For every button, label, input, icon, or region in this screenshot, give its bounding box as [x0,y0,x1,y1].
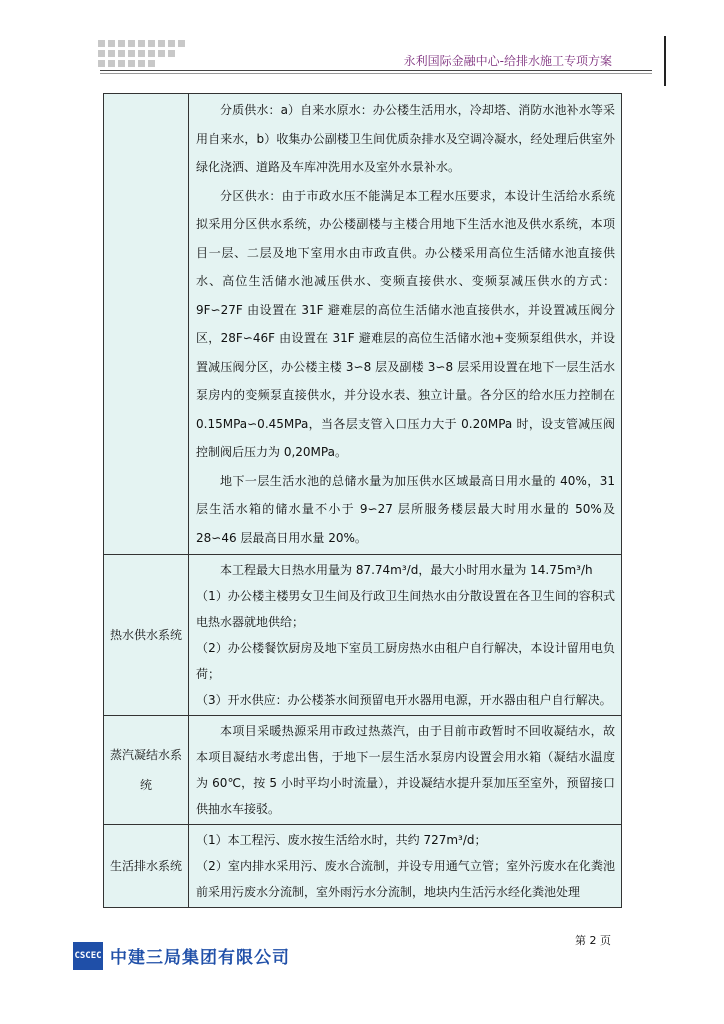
header-divider [100,70,652,71]
row-label: 蒸汽凝结水系统 [104,716,189,825]
header-vertical-bar [664,36,666,86]
table-row-steam-condensate [104,716,622,825]
table-row-water-supply [104,94,622,555]
company-name: 中建三局集团有限公司 [110,948,290,968]
paragraph: （1）本工程污、废水按生活给水时，共约 727m³/d； [196,833,487,847]
paragraph: 本项目采暖热源采用市政过热蒸汽，由于目前市政暂时不回收凝结水，故本项目凝结水考虑出售，于地下一层生活水泵房内设置会用水箱（凝结水温度为 60℃，按 5 小时平均小时流量），并设凝结水提升泵加压至室外，预留接口供抽水车接驳。 [196,724,615,816]
header-divider-secondary [100,73,652,74]
paragraph: （3）开水供应：办公楼茶水间预留电开水器用电源，开水器由租户自行解决。 [196,693,612,707]
paragraph: （1）办公楼主楼男女卫生间及行政卫生间热水由分散设置在各卫生间的容积式电热水器就地供给； [196,589,615,629]
document-header-title: 永利国际金融中心-给排水施工专项方案 [403,54,612,68]
row-content [189,555,622,716]
row-label: 热水供水系统 [104,555,189,716]
paragraph: 分质供水：a）自来水原水：办公楼生活用水，冷却塔、消防水池补水等采用自来水，b）收集办公副楼卫生间优质杂排水及空调冷凝水，经处理后供室外绿化浇洒、道路及车库冲洗用水及室外水景补水。 [196,103,615,174]
table-row-hot-water [104,555,622,716]
paragraph: 本工程最大日热水用量为 87.74m³/d，最大小时用水量为 14.75m³/h [220,563,593,577]
paragraph: （2）室内排水采用污、废水合流制，并设专用通气立管；室外污废水在化粪池前采用污废水分流制，室外雨污水分流制，地块内生活污水经化粪池处理 [196,859,615,899]
paragraph: 分区供水：由于市政水压不能满足本工程水压要求，本设计生活给水系统拟采用分区供水系统，办公楼副楼与主楼合用地下生活水池及供水系统，本项目一层、二层及地下室用水由市政直供。办公楼采用高位生活储水池直接供水、高位生活储水池减压供水、变频直接供水、变频泵减压供水的方式：9F∽27F 由设置在 31F 避难层的高位生活储水池直接供水，并设置减压阀分区，28F∽46F 由设置在 31F 避难层的高位生活储水池+变频泵组供水，并设置减压阀分区，办公楼主楼 3∽8 层及副楼 3∽8 层采用设置在地下一层生活水泵房内的变频泵直接供水，并分设水表、独立计量。各分区的给水压力控制在 0.15MPa∽0.45MPa，当各层支管入口压力大于 0.20MPa 时，设支管减压阀控制阀后压力为 0,20MPa。 [196,188,615,459]
paragraph: （2）办公楼餐饮厨房及地下室员工厨房热水由租户自行解决，本设计留用电负荷； [196,641,615,681]
page-number: 第 2 页 [575,934,611,947]
header-grid-decoration [98,40,190,68]
row-label: 生活排水系统 [104,825,189,908]
row-content [189,716,622,825]
paragraph: 地下一层生活水池的总储水量为加压供水区域最高日用水量的 40%，31 层生活水箱的储水量不小于 9∽27 层所服务楼层最大时用水量的 50%及 28∽46 层最高日用水量 20%。 [196,473,615,545]
row-content [189,94,622,555]
company-logo: CSCEC [73,942,103,970]
row-label [104,94,189,555]
row-content [189,825,622,908]
table-row-drainage [104,825,622,908]
system-description-table [103,93,622,908]
